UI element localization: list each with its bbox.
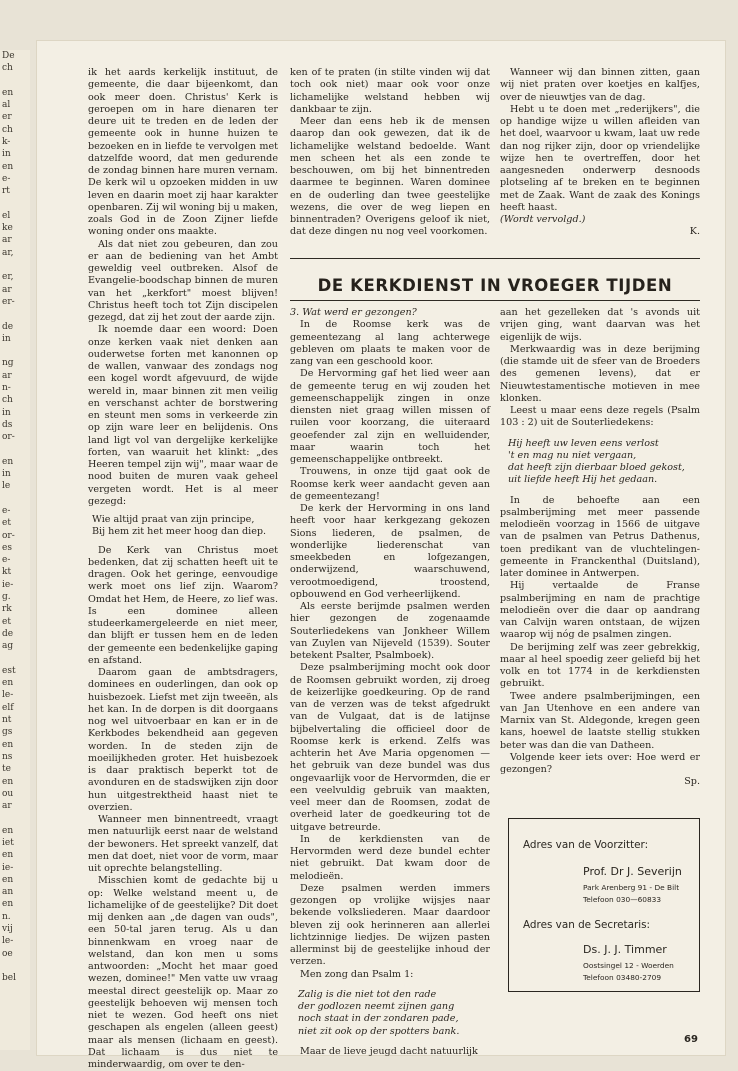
edge-fragment: in bbox=[2, 407, 11, 418]
edge-fragment: e- bbox=[2, 173, 11, 184]
edge-fragment bbox=[2, 653, 30, 665]
edge-fragment: ds bbox=[2, 419, 13, 430]
edge-fragment: bel bbox=[2, 973, 16, 984]
edge-fragment: n. bbox=[2, 911, 11, 922]
edge-fragment: in bbox=[2, 149, 11, 160]
edge-fragment: et bbox=[2, 518, 11, 529]
edge-fragment: e- bbox=[2, 555, 11, 566]
edge-fragment: ng bbox=[2, 358, 14, 369]
edge-fragment: e- bbox=[2, 505, 11, 516]
paragraph: Hij heeft uw leven eens verlost 't en mag nu niet vergaan, dat heeft zijn dierbaar bloed gekost, uit liefde heeft Hij het gedaan. bbox=[508, 437, 685, 486]
edge-fragment: ie- bbox=[2, 862, 14, 873]
edge-fragment: en bbox=[2, 678, 14, 689]
edge-fragment: le- bbox=[2, 690, 14, 701]
edge-fragment: en bbox=[2, 825, 14, 836]
edge-fragment: al bbox=[2, 100, 11, 111]
paragraph: Zalig is die niet tot den rade der godlozen neemt zijnen gang noch staat in der zondaren pade, niet zit ook op der spotters bank. bbox=[298, 988, 460, 1037]
paragraph: ik het aards kerkelijk instituut, de gemeente, die daar bijeenkomt, dan ook meer doen. Christus' Kerk is geroepen om in hare dienaren ter deure uit te treden en de leden der gemeente ook in hunne huizen te bezoeken en in liefde te vervolgen met datzelfde woord, dat men gedurende de zondag binnen hare muren vernam. De kerk wil u opzoeken midden in uw leven en daarin moet zij haar karakter openbaren. Zij wil woning bij u maken, zoals God in de Zoon Zijner liefde woning onder ons maakte. bbox=[88, 67, 278, 238]
edge-fragment: gs bbox=[2, 727, 13, 738]
edge-fragment: ch bbox=[2, 63, 13, 74]
edge-fragment: le- bbox=[2, 936, 14, 947]
paragraph: De Kerk van Christus moet bedenken, dat zij schatten heeft uit te dragen. Ook het geringe, eenvoudige werk moet ons lief zijn. Waarom? Omdat het Hem, de Heere, zo lief was. Is een dominee alleen studeerkamergeleerde en niet meer, dan blijft er tussen hem en de leden der gemeente een bedenkelijke gaping en afstand. bbox=[88, 544, 278, 666]
edge-fragment: en bbox=[2, 161, 14, 172]
edge-fragment: ch bbox=[2, 124, 13, 135]
article-continuation-column-1 bbox=[88, 67, 278, 1071]
paragraph: Hij vertaalde de Franse psalmberijming en nam de prachtige melodieën over die daar op aandrang van Calvijn waren ontstaan, de wijzen waarop wij nóg de psalmen zingen. bbox=[500, 580, 700, 641]
paragraph: (Wordt vervolgd.) bbox=[500, 214, 586, 225]
edge-fragment: ar bbox=[2, 235, 12, 246]
edge-fragment: er- bbox=[2, 296, 15, 307]
paragraph: Men zong dan Psalm 1: bbox=[300, 968, 414, 980]
article-continuation-column-2 bbox=[290, 67, 490, 239]
kerkdienst-article-column-2 bbox=[500, 307, 700, 789]
edge-fragment: an bbox=[2, 887, 14, 898]
headline-rule-bottom bbox=[290, 300, 700, 301]
edge-fragment bbox=[2, 75, 30, 87]
chairman-heading: Adres van de Voorzitter: bbox=[523, 839, 649, 851]
kerkdienst-article-column-1 bbox=[290, 307, 490, 1058]
secretary-name: Ds. J. J. Timmer bbox=[583, 943, 667, 956]
paragraph: De kerk der Hervorming in ons land heeft voor haar kerkgezang gekozen Sions liederen, de psalmen, de wonderlijke liederenschat van smeekbeden en lofgezangen, onderwijzend, waarschuwend, verootmoedigend, troostend, opbouwend en God verheerlijkend. bbox=[290, 503, 490, 600]
paragraph: Misschien komt de gedachte bij u op: Welke welstand meent u, de lichamelijke of de geestelijke? Dit doet mij denken aan „de dagen van ouds", een 50-tal jaren terug. Als u dan binnenkwam en vroeg naar de welstand, dan kon men u soms antwoorden: „Mocht het maar goed wezen, dominee!" Men vatte uw vraag meestal direct geestelijk op. Maar zo geestelijk behoeven wij mensen toch niet te wezen. God heeft ons niet geschapen als engelen (alleen geest) maar als mensen (lichaam en geest). Dat lichaam is dus niet te minderwaardig, om over te den- bbox=[88, 875, 278, 1070]
paragraph: Wanneer men binnentreedt, vraagt men natuurlijk eerst naar de welstand der bewoners. Het spreekt vanzelf, dat men dat doet, niet voor de vorm, maar uit oprechte belangstelling. bbox=[88, 814, 278, 874]
paragraph: Als eerste berijmde psalmen werden hier gezongen de zogenaamde Souterliedekens van Jonkheer Willem van Zuylen van Nijeveld (1539). Souter betekent Psalter, Psalmboek). bbox=[290, 601, 490, 661]
paragraph: In de Roomse kerk was de gemeentezang al lang achterwege gebleven om plaats te maken voor de zang van een geschoold koor. bbox=[290, 319, 490, 367]
edge-fragment bbox=[2, 345, 30, 357]
edge-fragment: te bbox=[2, 764, 11, 775]
address-box bbox=[508, 818, 700, 992]
paragraph: In de behoefte aan een psalmberijming met meer passende melodieën voorzag in 1566 de uitgave van de psalmen van Petrus Dathenus, toen predikant van de vluchtelingen-gemeente in Franckenthal (Duitsland), later dominee in Antwerpen. bbox=[500, 494, 700, 579]
chairman-phone: Telefoon 030—60833 bbox=[583, 895, 662, 904]
article-headline: DE KERKDIENST IN VROEGER TIJDEN bbox=[317, 276, 673, 295]
edge-fragment: in bbox=[2, 469, 11, 480]
edge-fragment: en bbox=[2, 87, 14, 98]
paragraph: Maar de lieve jeugd dacht natuurlijk bbox=[300, 1045, 478, 1057]
paragraph: Sp. bbox=[684, 776, 700, 788]
previous-page-edge-text bbox=[0, 50, 30, 1050]
edge-fragment: ch bbox=[2, 395, 13, 406]
paragraph: Daarom gaan de ambtsdragers, dominees en ouderlingen, dan ook op huisbezoek. Liefst met zijn tweeën, als het kan. In de dorpen is dit doorgaans nog wel uitvoerbaar en kan er in de Kerkbodes bekendheid aan gegeven worden. In de steden zijn de moeilijkheden groter. Het huisbezoek is daar praktisch beperkt tot de avonduren en de stadswijken zijn door hun uitgestrektheid haast niet te overzien. bbox=[88, 667, 278, 813]
paragraph: Als dat niet zou gebeuren, dan zou er aan de bediening van het Ambt geweldig veel outbreken. Alsof de Evangelie-boodschap binnen de muren van het „kerkfort" moest blijven! Christus heeft toch tot Zijn discipelen gezegd, dat zij het zout der aarde zijn. bbox=[88, 238, 278, 323]
paragraph: Volgende keer iets over: Hoe werd er gezongen? bbox=[500, 751, 700, 775]
edge-fragment: er, bbox=[2, 272, 14, 283]
secretary-address: Oostsingel 12 - Woerden bbox=[583, 961, 674, 970]
edge-fragment: et bbox=[2, 616, 11, 627]
edge-fragment: en bbox=[2, 776, 14, 787]
edge-fragment: in bbox=[2, 333, 11, 344]
edge-fragment: oe bbox=[2, 948, 13, 959]
edge-fragment: en bbox=[2, 874, 14, 885]
edge-fragment: ag bbox=[2, 641, 14, 652]
edge-fragment: or- bbox=[2, 530, 15, 541]
paragraph: 3. Wat werd er gezongen? bbox=[290, 307, 417, 318]
edge-fragment bbox=[2, 259, 30, 271]
paragraph: Trouwens, in onze tijd gaat ook de Roomse kerk weer aandacht geven aan de gemeentezang! bbox=[290, 466, 490, 502]
edge-fragment: es bbox=[2, 542, 12, 553]
edge-fragment: el bbox=[2, 210, 11, 221]
secretary-phone: Telefoon 03480-2709 bbox=[583, 973, 662, 982]
edge-fragment: iet bbox=[2, 838, 14, 848]
paragraph: Leest u maar eens deze regels (Psalm 103 : 2) uit de Souterliedekens: bbox=[500, 405, 700, 429]
chairman-name: Prof. Dr J. Severijn bbox=[583, 865, 682, 878]
edge-fragment: rk bbox=[2, 604, 12, 615]
edge-fragment bbox=[2, 198, 30, 210]
edge-fragment: vij bbox=[2, 924, 13, 935]
edge-fragment bbox=[2, 308, 30, 320]
edge-fragment: er bbox=[2, 112, 12, 123]
paragraph: In de kerkdiensten van de Hervormden werd deze bundel echter niet gebruikt. Dat kwam door de melodieën. bbox=[290, 833, 490, 882]
edge-fragment: ke bbox=[2, 223, 13, 234]
edge-fragment bbox=[2, 493, 30, 505]
paragraph: Deze psalmberijming mocht ook door de Roomsen gebruikt worden, zij droeg de keizerlijke goedkeuring. Op de rand van de verzen was de tekst afgedrukt van de Vulgaat, dat is de latijnse bijbelvertaling die officieel door de Roomse kerk is erkend. Zelfs was achterin het Ave Maria opgenomen — het gebruik van deze bundel was dus ongevaarlijk voor de Hervormden, die er een veelvuldig gebruik van maakten, veel meer dan de Roomsen, zodat de overheid later de goedkeuring tot de uitgave betreurde. bbox=[290, 662, 490, 833]
edge-fragment bbox=[2, 812, 30, 824]
edge-fragment bbox=[2, 444, 30, 456]
edge-fragment: k- bbox=[2, 137, 11, 148]
edge-fragment: rt bbox=[2, 186, 10, 197]
edge-fragment: nt bbox=[2, 715, 12, 726]
paragraph: De Hervorming gaf het lied weer aan de gemeente terug en wij zouden het gemeenschappelijk zingen in onze diensten niet graag willen missen of ruilen voor koorzang, die uiteraard geoefender zal zijn en welluidender, maar waarin toch het gemeenschappelijke ontbreekt. bbox=[290, 368, 490, 465]
secretary-heading: Adres van de Secretaris: bbox=[523, 919, 651, 931]
paragraph: Meer dan eens heb ik de mensen daarop dan ook gewezen, dat ik de lichamelijke welstand bedoelde. Want men scheen het als een zonde te beschouwen, om bij het binnentreden daarmee te beginnen. Waren dominee en de ouderling dan twee geestelijke wezens, die over de weg liepen en binnentraden? Overigens geloof ik niet, dat deze dingen nu nog veel voorkomen. bbox=[290, 116, 490, 238]
edge-fragment: ar, bbox=[2, 247, 14, 258]
edge-fragment: le bbox=[2, 481, 11, 492]
edge-fragment: De bbox=[2, 51, 15, 61]
edge-fragment: en bbox=[2, 850, 14, 861]
edge-fragment: ie- bbox=[2, 579, 14, 590]
edge-fragment: kt bbox=[2, 567, 12, 578]
edge-fragment: ar bbox=[2, 370, 12, 381]
edge-fragment: de bbox=[2, 321, 14, 332]
edge-fragment: ar bbox=[2, 801, 12, 812]
edge-fragment: en bbox=[2, 899, 14, 910]
paragraph: Ik noemde daar een woord: Doen onze kerken vaak niet denken aan ouderwetse forten met kanonnen op de wallen, vanwaar des zondags nog een kogel wordt afgevuurd, de wijde wereld in, maar binnen zit men veilig en verschanst achter de borstwering en steunt men soms in verkeerde zin op zijn ware leer en belijdenis. Ons land ligt vol van dergelijke kerkelijke forten, van waaruit het klinkt: „des Heeren tempel zijn wij", maar waar de nood buiten de muren vaak geheel vergeten wordt. Het is al meer gezegd: bbox=[88, 324, 278, 507]
edge-fragment: elf bbox=[2, 702, 14, 713]
edge-fragment bbox=[2, 960, 30, 972]
paragraph: Wanneer wij dan binnen zitten, gaan wij niet praten over koetjes en kalfjes, over de nieuwtjes van de dag. bbox=[500, 67, 700, 103]
edge-fragment: est bbox=[2, 665, 16, 676]
paragraph: ken of te praten (in stilte vinden wij dat toch ook niet) maar ook voor onze lichamelijke welstand hebben wij dankbaar te zijn. bbox=[290, 67, 490, 115]
paragraph: Deze psalmen werden immers gezongen op vrolijke wijsjes naar bekende volksliederen. Maar daardoor bleven zij ook herinneren aan allerlei lichtzinnige liedjes. De wijzen pasten allerminst bij de geestelijke inhoud der verzen. bbox=[290, 882, 490, 968]
paragraph: De berijming zelf was zeer gebrekkig, maar al heel spoedig zeer geliefd bij het volk en tot 1774 in de kerkdiensten gebruikt. bbox=[500, 641, 700, 690]
chairman-address: Park Arenberg 91 - De Bilt bbox=[583, 883, 680, 892]
paragraph: K. bbox=[689, 226, 700, 238]
article-continuation-column-3 bbox=[500, 67, 700, 239]
edge-fragment: ar bbox=[2, 284, 12, 295]
paragraph: Twee andere psalmberijmingen, een van Jan Utenhove en een andere van Marnix van St. Aldegonde, kregen geen kans, hoewel de laatste stellig stukken beter was dan die van Datheen. bbox=[500, 690, 700, 751]
page-number: 69 bbox=[684, 1034, 698, 1045]
edge-fragment: ns bbox=[2, 751, 13, 762]
edge-fragment: en bbox=[2, 739, 14, 750]
edge-fragment: ou bbox=[2, 788, 14, 799]
paragraph: aan het gezelleken dat 's avonds uit vrijen ging, want daarvan was het eigenlijk de wijs. bbox=[500, 307, 700, 343]
paragraph: Merkwaardig was in deze berijming (die stamde uit de sfeer van de Broeders des gemenen levens), dat er Nieuwtestamentische motieven in mee klonken. bbox=[500, 343, 700, 404]
headline-rule-top bbox=[290, 258, 700, 259]
paragraph: Hebt u te doen met „rederijkers", die op handige wijze u willen afleiden van het doel, waarvoor u kwam, laat uw rede dan nog rijker zijn, door op vriendelijke wijze hen te overtreffen, door het aangesneden onderwerp desnoods plotseling af te breken en te beginnen met de Zaak. Want de zaak des Konings heeft haast. bbox=[500, 103, 700, 213]
edge-fragment: or- bbox=[2, 432, 15, 443]
edge-fragment: de bbox=[2, 628, 14, 639]
edge-fragment: g. bbox=[2, 592, 11, 603]
edge-fragment: n- bbox=[2, 383, 11, 394]
paragraph: Wie altijd praat van zijn principe, Bij hem zit het meer hoog dan diep. bbox=[92, 514, 267, 538]
edge-fragment: en bbox=[2, 456, 14, 467]
